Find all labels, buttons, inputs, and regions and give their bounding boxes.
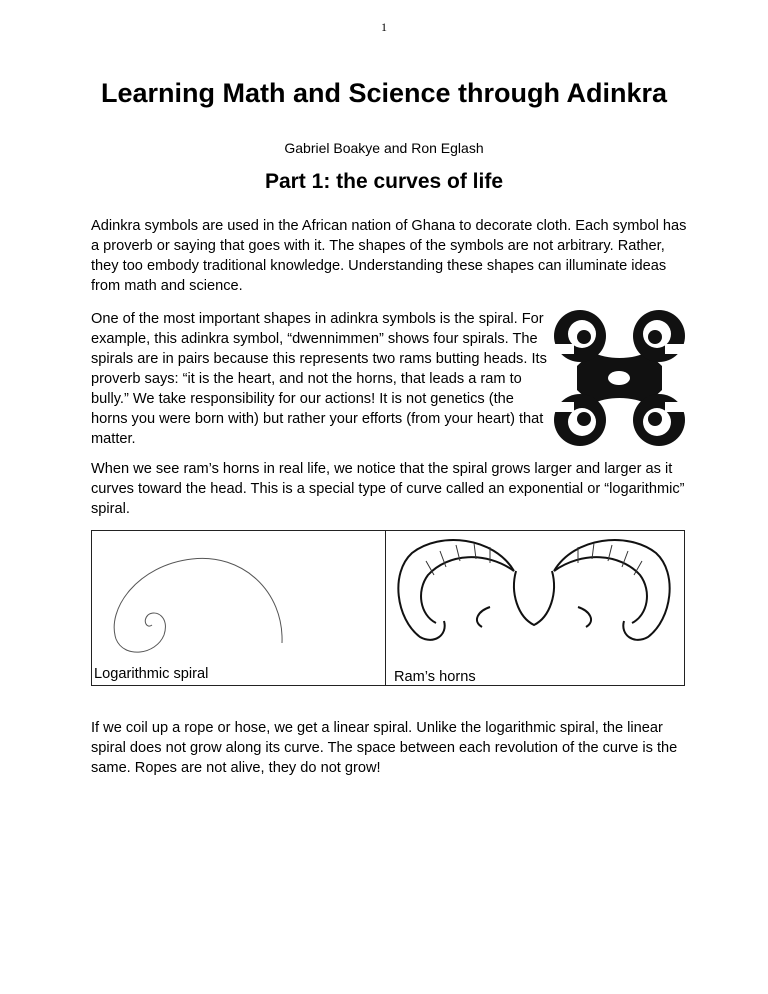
paragraph-linear-spiral: If we coil up a rope or hose, we get a linear spiral. Unlike the logarithmic spiral, the linear spiral does not grow along its curve. The space between each revolution of the curve is the same. Ropes are not alive, they do not grow!	[91, 720, 678, 776]
document-title: Learning Math and Science through Adinkra	[100, 78, 668, 108]
authors: Gabriel Boakye and Ron Eglash	[284, 140, 484, 156]
spiral-figure-cell	[92, 531, 385, 685]
figure-table	[91, 530, 685, 686]
spiral-caption: Logarithmic spiral	[94, 666, 209, 682]
horns-figure-cell	[386, 531, 684, 685]
logarithmic-spiral-icon	[92, 531, 385, 666]
paragraph-spiral: One of the most important shapes in adinkra symbols is the spiral. For example, this adinkra symbol, “dwennimmen” shows four spirals. The spirals are in pairs because this represents two rams butting heads. Its proverb says: “it is the heart, and not the horns, that leads a ram to bully.” We take responsibility for our actions! It is not genetics (the horns you were born with) but rather your efforts (from your heart) that matter.	[91, 311, 547, 447]
section-title: Part 1: the curves of life	[264, 170, 504, 193]
dwennimmen-symbol-icon	[552, 304, 687, 452]
paragraph-rams-horns: When we see ram’s horns in real life, we notice that the spiral grows larger and larger as it curves toward the head. This is a special type of curve called an exponential or “logarithmic” spiral.	[91, 461, 685, 517]
rams-horns-icon	[386, 531, 684, 666]
horns-caption: Ram’s horns	[394, 669, 476, 685]
page-number: 1	[381, 20, 387, 34]
paragraph-intro: Adinkra symbols are used in the African nation of Ghana to decorate cloth. Each symbol has a proverb or saying that goes with it. The shapes of the symbols are not arbitrary. Rather, they too embody traditional knowledge. Understanding these shapes can illuminate ideas from math and science.	[91, 218, 687, 294]
